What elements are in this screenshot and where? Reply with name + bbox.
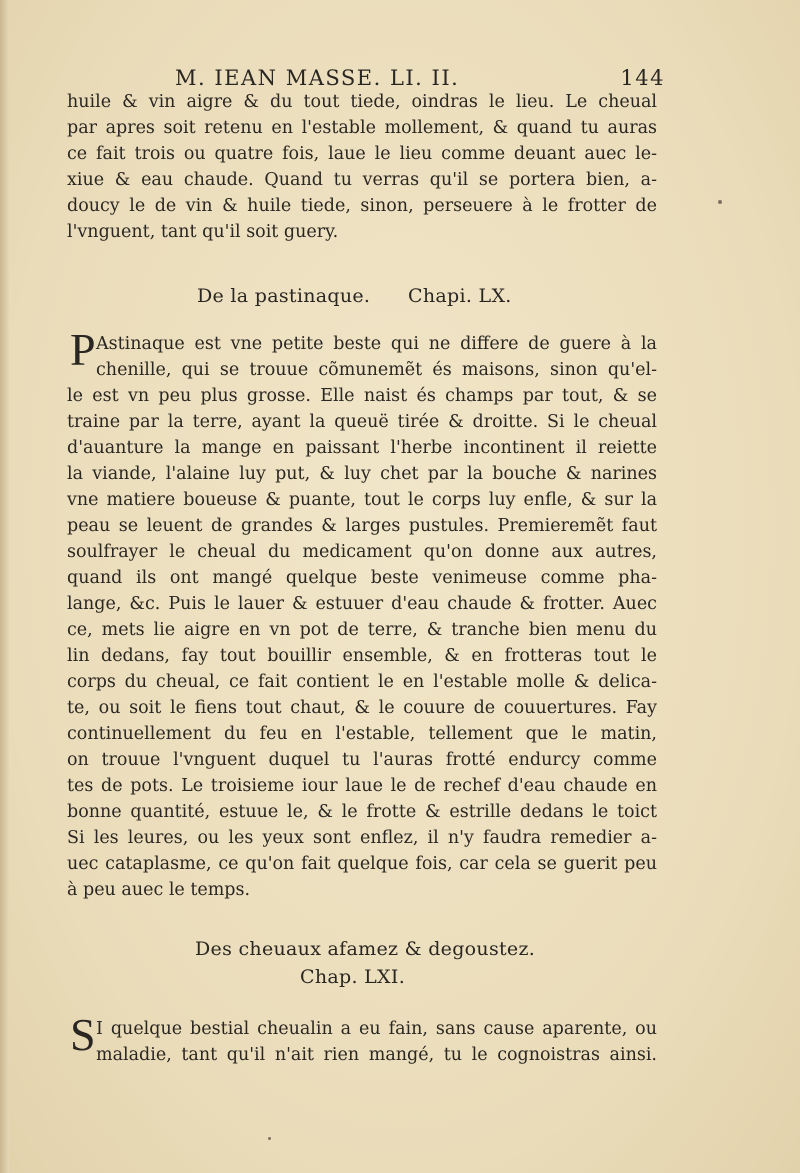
text-line: ce fait trois ou quatre fois, laue le lieu comme deuant auec le- (67, 144, 657, 164)
text-line: la viande, l'alaine luy put, & luy chet par la bouche & narines (67, 464, 657, 484)
text-line: bonne quantité, estuue le, & le frotte & estrille dedans le toict (67, 802, 657, 822)
text-line: corps du cheual, ce fait contient le en l'estable molle & delica- (67, 672, 657, 692)
text-line: Si les leures, ou les yeux sont enflez, il n'y faudra remedier a- (67, 828, 657, 848)
text-line: quand ils ont mangé quelque beste venimeuse comme pha- (67, 568, 657, 588)
text-line: Astinaque est vne petite beste qui ne differe de guere à la (96, 334, 657, 354)
text-line: le est vn peu plus grosse. Elle naist és champs par tout, & se (67, 386, 657, 406)
text-line: par apres soit retenu en l'estable mollement, & quand tu auras (67, 118, 657, 138)
text-line: I quelque bestial cheualin a eu fain, sans cause aparente, ou (96, 1019, 657, 1039)
chapter-title: Des cheuaux afamez & degoustez. (195, 938, 536, 960)
chapter-number: Chap. LXI. (300, 966, 406, 988)
text-line: traine par la terre, ayant la queuë tirée & droitte. Si le cheual (67, 412, 657, 432)
text-line: tes de pots. Le troisieme iour laue le de rechef d'eau chaude en (67, 776, 657, 796)
text-line: uec cataplasme, ce qu'on fait quelque fois, car cela se guerit peu (67, 854, 657, 874)
text-line: lange, &c. Puis le lauer & estuuer d'eau chaude & frotter. Auec (67, 594, 657, 614)
text-line: peau se leuent de grandes & larges pustules. Premieremẽt faut (67, 516, 657, 536)
text-line: te, ou soit le fiens tout chaut, & le couure de couuertures. Fay (67, 698, 657, 718)
text-line: lin dedans, fay tout bouillir ensemble, & en frotteras tout le (67, 646, 657, 666)
text-line: vne matiere boueuse & puante, tout le corps luy enfle, & sur la (67, 490, 657, 510)
text-line: soulfrayer le cheual du medicament qu'on donne aux autres, (67, 542, 657, 562)
text-line: l'vnguent, tant qu'il soit guery. (67, 222, 339, 242)
text-line: ce, mets lie aigre en vn pot de terre, & tranche bien menu du (67, 620, 657, 640)
text-line: doucy le de vin & huile tiede, sinon, perseuere à le frotter de (67, 196, 657, 216)
text-line: xiue & eau chaude. Quand tu verras qu'il se portera bien, a- (67, 170, 657, 190)
text-line: huile & vin aigre & du tout tiede, oindras le lieu. Le cheual (67, 92, 657, 112)
text-line: continuellement du feu en l'estable, tellement que le matin, (67, 724, 657, 744)
page-number: 144 (620, 66, 665, 90)
running-head-title: M. IEAN MASSE. LI. II. (175, 66, 460, 90)
chapter-number: Chapi. LX. (408, 285, 512, 307)
drop-cap: P (70, 324, 96, 375)
paper-speck (718, 200, 722, 204)
text-line: chenille, qui se trouue cõmunemẽt és maisons, sinon qu'el- (96, 360, 657, 380)
text-line: maladie, tant qu'il n'ait rien mangé, tu le cognoistras ainsi. (96, 1045, 657, 1065)
drop-cap: S (70, 1009, 96, 1060)
chapter-title: De la pastinaque. (197, 285, 371, 307)
text-line: on trouue l'vnguent duquel tu l'auras frotté endurcy comme (67, 750, 657, 770)
text-line: à peu auec le temps. (67, 880, 251, 900)
text-line: d'auanture la mange en paissant l'herbe incontinent il reiette (67, 438, 657, 458)
page-edge (0, 0, 9, 1173)
paper-speck (268, 1137, 271, 1140)
